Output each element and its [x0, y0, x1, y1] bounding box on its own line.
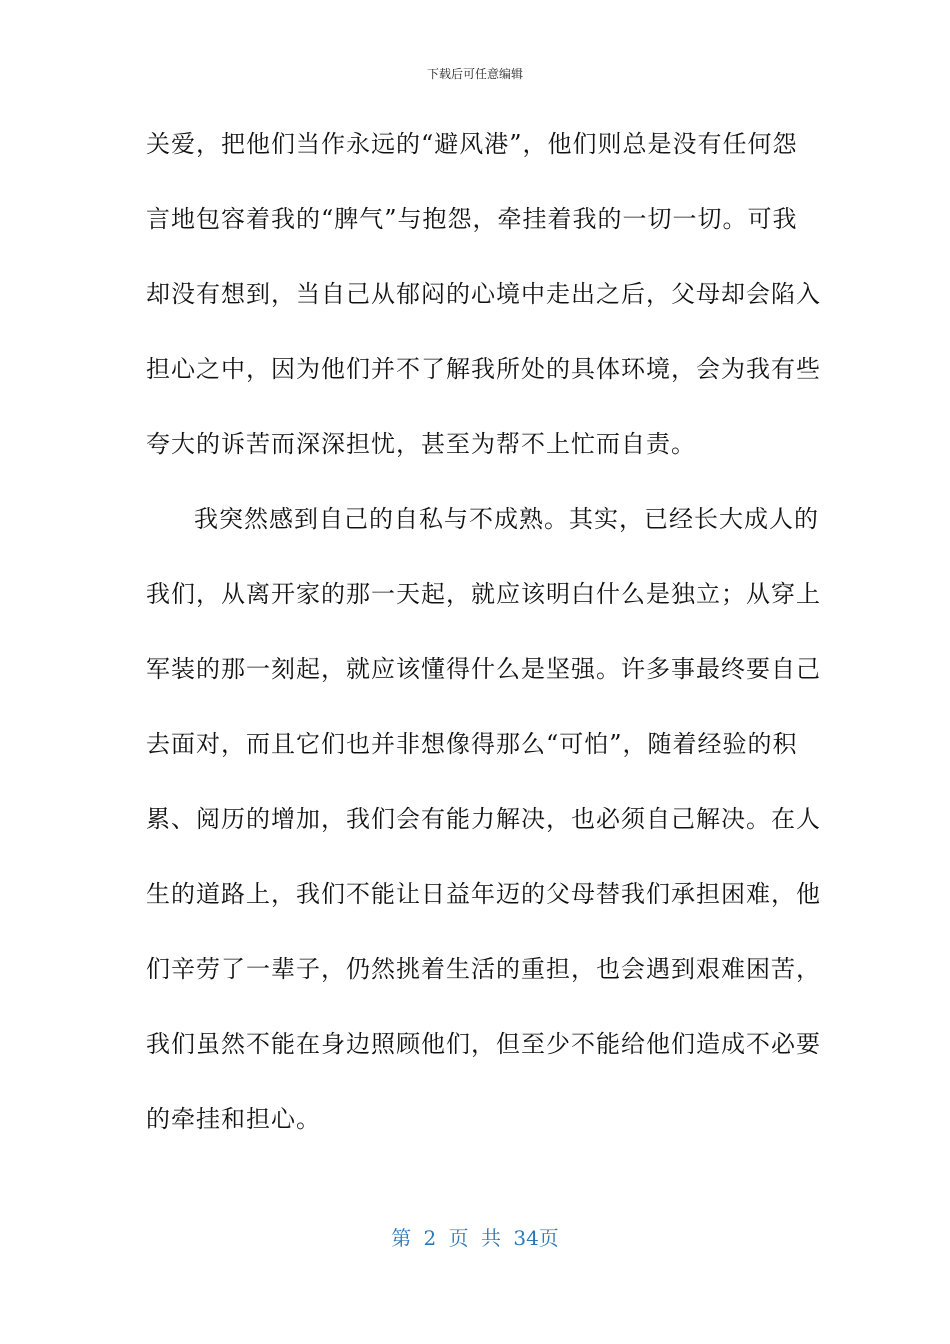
text-line: 们辛劳了一辈子，仍然挑着生活的重担，也会遇到艰难困苦， [146, 955, 821, 983]
text-line: 生的道路上，我们不能让日益年迈的父母替我们承担困难，他 [146, 880, 821, 908]
text-line: 言地包容着我的“脾气”与抱怨，牵挂着我的一切一切。可我 [146, 205, 798, 233]
page-number: 第 2 页 共 34页 [391, 1226, 559, 1250]
text-line: 担心之中，因为他们并不了解我所处的具体环境，会为我有些 [146, 355, 821, 383]
text-line: 累、阅历的增加，我们会有能力解决，也必须自己解决。在人 [146, 805, 821, 833]
text-line: 夸大的诉苦而深深担忧，甚至为帮不上忙而自责。 [146, 430, 696, 458]
text-line: 却没有想到，当自己从郁闷的心境中走出之后，父母却会陷入 [146, 280, 821, 308]
page-header-note: 下载后可任意编辑 [426, 67, 523, 81]
text-line: 我们，从离开家的那一天起，就应该明白什么是独立；从穿上 [146, 580, 821, 608]
text-line: 关爱，把他们当作永远的“避风港”，他们则总是没有任何怨 [146, 130, 798, 158]
text-line: 我们虽然不能在身边照顾他们，但至少不能给他们造成不必要 [146, 1030, 821, 1058]
paragraph-first-line: 我突然感到自己的自私与不成熟。其实，已经长大成人的 [194, 505, 819, 533]
text-line: 去面对，而且它们也并非想像得那么“可怕”，随着经验的积 [146, 730, 798, 758]
text-line: 军装的那一刻起，就应该懂得什么是坚强。许多事最终要自己 [146, 655, 821, 683]
document-body [146, 125, 821, 1175]
text-line: 的牵挂和担心。 [146, 1105, 321, 1133]
